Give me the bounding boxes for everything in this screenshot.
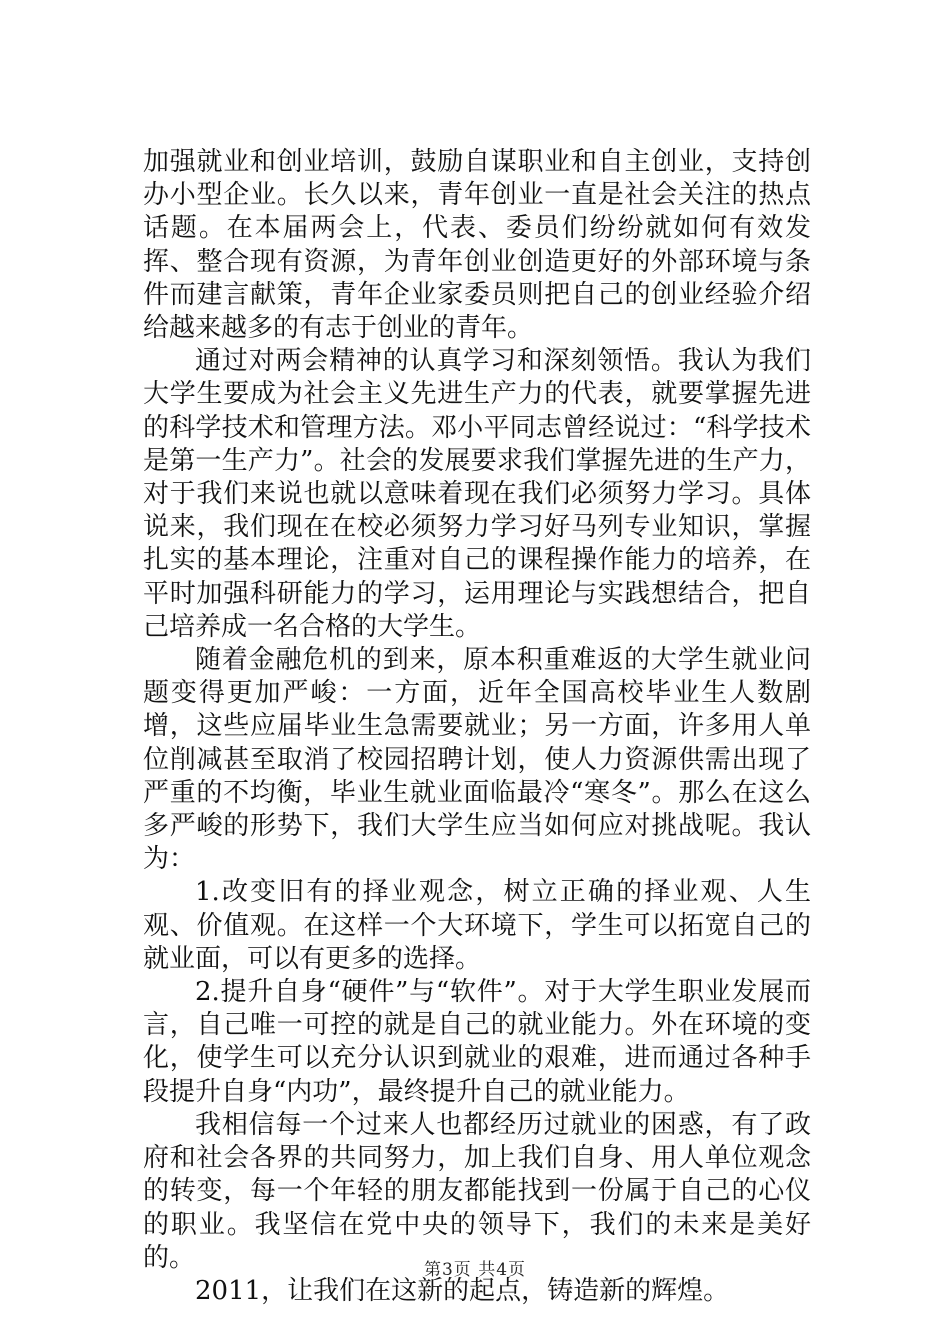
paragraph-5: 2.提升自身“硬件”与“软件”。对于大学生职业发展而言，自己唯一可控的就是自己的就业能力。外在环境的变化，使学生可以充分认识到就业的艰难，进而通过各种手段提升自身“内功”，最终提升自己的就业能力。 <box>143 977 811 1107</box>
paragraph-3: 随着金融危机的到来，原本积重难返的大学生就业问题变得更加严峻：一方面，近年全国高校毕业生人数剧增，这些应届毕业生急需要就业；另一方面，许多用人单位削减甚至取消了校园招聘计划，使人力资源供需出现了严重的不均衡，毕业生就业面临最冷“寒冬”。那么在这么多严峻的形势下，我们大学生应当如何应对挑战呢。我认为： <box>143 645 811 875</box>
paragraph-6: 我相信每一个过来人也都经历过就业的困惑，有了政府和社会各界的共同努力，加上我们自身、用人单位观念的转变，每一个年轻的朋友都能找到一份属于自己的心仪的职业。我坚信在党中央的领导下，我们的未来是美好的。 <box>143 1109 811 1273</box>
document-body <box>143 146 811 1308</box>
paragraph-2: 通过对两会精神的认真学习和深刻领悟。我认为我们大学生要成为社会主义先进生产力的代表，就要掌握先进的科学技术和管理方法。邓小平同志曾经说过：“科学技术是第一生产力”。社会的发展要求我们掌握先进的生产力，对于我们来说也就以意味着现在我们必须努力学习。具体说来，我们现在在校必须努力学习好马列专业知识，掌握扎实的基本理论，注重对自己的课程操作能力的培养，在平时加强科研能力的学习，运用理论与实践想结合，把自己培养成一名合格的大学生。 <box>143 346 811 642</box>
paragraph-7: 2011，让我们在这新的起点，铸造新的辉煌。 <box>195 1275 730 1306</box>
page-number-footer: 第3页 共4页 <box>423 1260 527 1280</box>
paragraph-4: 1.改变旧有的择业观念，树立正确的择业观、人生观、价值观。在这样一个大环境下，学生可以拓宽自己的就业面，可以有更多的选择。 <box>143 877 811 974</box>
paragraph-1: 加强就业和创业培训，鼓励自谋职业和自主创业，支持创办小型企业。长久以来，青年创业一直是社会关注的热点话题。在本届两会上，代表、委员们纷纷就如何有效发挥、整合现有资源，为青年创业创造更好的外部环境与条件而建言献策，青年企业家委员则把自己的创业经验介绍给越来越多的有志于创业的青年。 <box>143 147 811 344</box>
